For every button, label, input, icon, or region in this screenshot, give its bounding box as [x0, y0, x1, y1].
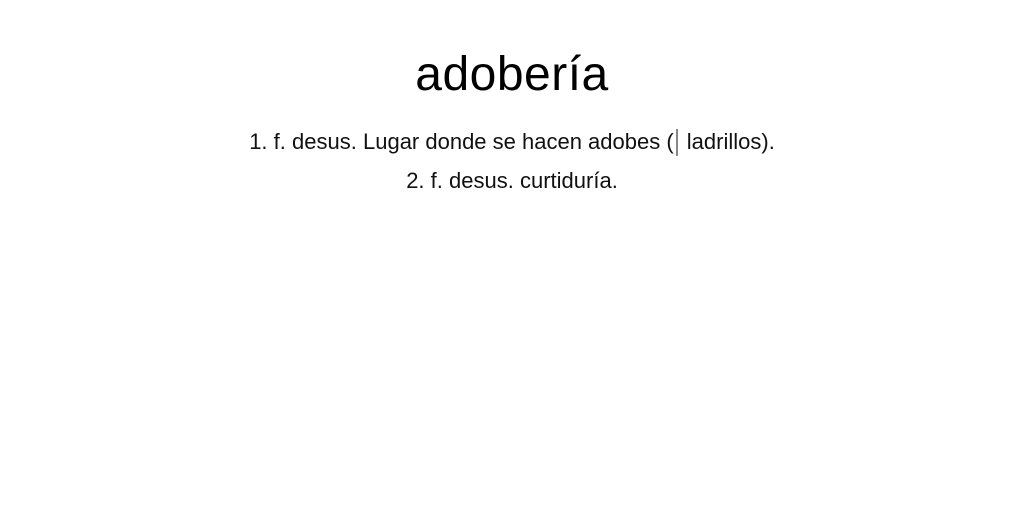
sense-number: 1.: [249, 129, 268, 154]
definition-end: ladrillos).: [680, 129, 775, 154]
grammar-abbr: f.: [430, 168, 443, 193]
sense-2: [0, 162, 1024, 200]
sense-number: 2.: [406, 168, 425, 193]
sense-list: [0, 123, 1024, 200]
definition-start: Lugar donde se hacen adobes (: [362, 129, 674, 154]
missing-glyph-icon: [676, 129, 678, 156]
dictionary-entry: [0, 0, 1024, 200]
headword: adobería: [415, 48, 609, 101]
usage-abbr: desus.: [449, 168, 514, 193]
definition-text: curtiduría.: [519, 168, 618, 193]
definition-text: [363, 129, 775, 154]
sense-1: [0, 123, 1024, 162]
usage-abbr: desus.: [292, 129, 357, 154]
grammar-abbr: f.: [273, 129, 286, 154]
